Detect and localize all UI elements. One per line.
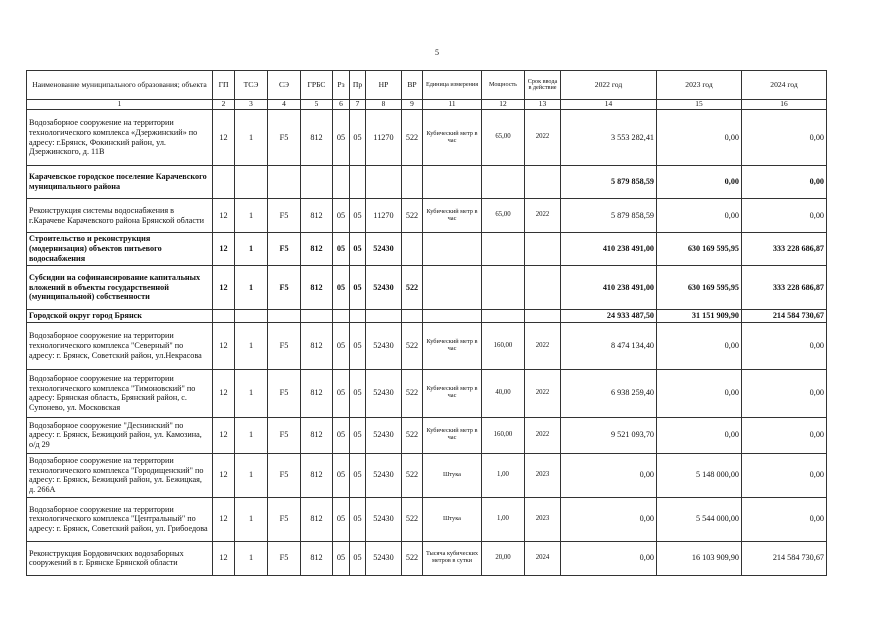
table-row [27,417,827,453]
rz-cell: 05 [333,233,350,266]
vr-cell: 522 [402,497,423,541]
amount-2022-cell: 0,00 [561,541,657,575]
grbs-cell: 812 [301,497,333,541]
amount-2023-cell: 0,00 [657,322,742,369]
column-number: 1 [27,100,213,110]
tse-cell [235,166,268,199]
nr-cell: 52430 [366,322,402,369]
vr-cell: 522 [402,322,423,369]
column-number: 5 [301,100,333,110]
column-number: 15 [657,100,742,110]
tse-cell: 1 [235,417,268,453]
object-name-cell: Водозаборное сооружение на территории технологического комплекса "Центральный" по адресу: г. Брянск, Советский район, ул. Грибоедова [27,497,213,541]
power-cell: 20,00 [482,541,525,575]
amount-2022-cell: 9 521 093,70 [561,417,657,453]
pr-cell: 05 [350,369,366,417]
rz-cell: 05 [333,497,350,541]
object-name-cell: Водозаборное сооружение на территории технологического комплекса «Дзержинский» по адресу: г.Брянск, Фокинский район, ул. Дзержинского, д. 11В [27,110,213,166]
power-cell: 1,00 [482,453,525,497]
pr-cell [350,166,366,199]
amount-2024-cell: 0,00 [742,453,827,497]
amount-2023-cell: 16 103 909,90 [657,541,742,575]
header-name: Наименование муниципального образования; объекта [27,71,213,100]
tse-cell: 1 [235,110,268,166]
pr-cell: 05 [350,322,366,369]
power-cell [482,166,525,199]
unit-cell [423,233,482,266]
se-cell: F5 [268,266,301,310]
se-cell: F5 [268,417,301,453]
amount-2022-cell: 5 879 858,59 [561,199,657,233]
rz-cell: 05 [333,266,350,310]
table-row [27,110,827,166]
se-cell: F5 [268,110,301,166]
term-cell: 2022 [525,322,561,369]
pr-cell: 05 [350,541,366,575]
rz-cell [333,166,350,199]
term-cell: 2022 [525,417,561,453]
amount-2024-cell: 0,00 [742,497,827,541]
grbs-cell [301,166,333,199]
unit-cell: Кубический метр в час [423,369,482,417]
header-vr: ВР [402,71,423,100]
amount-2022-cell: 24 933 487,50 [561,310,657,323]
header-se: СЭ [268,71,301,100]
pr-cell: 05 [350,233,366,266]
term-cell: 2022 [525,199,561,233]
se-cell: F5 [268,233,301,266]
amount-2024-cell: 0,00 [742,417,827,453]
amount-2023-cell: 630 169 595,95 [657,233,742,266]
table-row [27,497,827,541]
pr-cell [350,310,366,323]
unit-cell: Кубический метр в час [423,322,482,369]
object-name-cell: Водозаборное сооружение на территории технологического комплекса "Северный" по адресу: г. Брянск, Советский район, ул.Некрасова [27,322,213,369]
object-name-cell: Карачевское городское поселение Карачевского муниципального района [27,166,213,199]
rz-cell: 05 [333,369,350,417]
se-cell: F5 [268,497,301,541]
amount-2024-cell: 333 228 686,87 [742,233,827,266]
power-cell: 1,00 [482,497,525,541]
object-name-cell: Городской округ город Брянск [27,310,213,323]
column-number: 14 [561,100,657,110]
term-cell [525,166,561,199]
unit-cell: Кубический метр в час [423,199,482,233]
vr-cell: 522 [402,417,423,453]
gp-cell [213,166,235,199]
power-cell: 65,00 [482,199,525,233]
nr-cell: 52430 [366,369,402,417]
pr-cell: 05 [350,266,366,310]
amount-2024-cell: 0,00 [742,110,827,166]
amount-2023-cell: 0,00 [657,199,742,233]
header-power: Мощность [482,71,525,100]
nr-cell: 52430 [366,497,402,541]
gp-cell: 12 [213,497,235,541]
rz-cell: 05 [333,199,350,233]
column-number: 16 [742,100,827,110]
pr-cell: 05 [350,453,366,497]
amount-2023-cell: 0,00 [657,369,742,417]
amount-2024-cell: 0,00 [742,322,827,369]
power-cell: 40,00 [482,369,525,417]
gp-cell: 12 [213,369,235,417]
object-name-cell: Водозаборное сооружение на территории технологического комплекса "Тимоновский" по адресу: Брянская область, Брянский район, с. Супонево, ул. Московская [27,369,213,417]
vr-cell: 522 [402,369,423,417]
object-name-cell: Субсидии на софинансирование капитальных вложений в объекты государственной (муниципальной) собственности [27,266,213,310]
nr-cell: 11270 [366,199,402,233]
grbs-cell [301,310,333,323]
amount-2024-cell: 214 584 730,67 [742,310,827,323]
amount-2024-cell: 0,00 [742,166,827,199]
object-name-cell: Строительство и реконструкция (модернизация) объектов питьевого водоснабжения [27,233,213,266]
table-row [27,541,827,575]
power-cell: 160,00 [482,322,525,369]
power-cell: 65,00 [482,110,525,166]
tse-cell: 1 [235,453,268,497]
se-cell: F5 [268,541,301,575]
vr-cell: 522 [402,541,423,575]
amount-2023-cell: 0,00 [657,110,742,166]
grbs-cell: 812 [301,110,333,166]
nr-cell [366,166,402,199]
column-number: 11 [423,100,482,110]
vr-cell: 522 [402,453,423,497]
column-number: 2 [213,100,235,110]
term-cell: 2022 [525,110,561,166]
term-cell: 2023 [525,453,561,497]
nr-cell: 52430 [366,233,402,266]
tse-cell: 1 [235,541,268,575]
column-number: 12 [482,100,525,110]
unit-cell [423,266,482,310]
unit-cell: Штука [423,497,482,541]
unit-cell: Кубический метр в час [423,417,482,453]
table-row [27,233,827,266]
se-cell: F5 [268,369,301,417]
table-row [27,453,827,497]
header-unit: Единица измерения [423,71,482,100]
column-number: 8 [366,100,402,110]
gp-cell: 12 [213,541,235,575]
column-number-row [27,100,827,110]
amount-2022-cell: 0,00 [561,497,657,541]
header-pr: Пр [350,71,366,100]
rz-cell: 05 [333,110,350,166]
tse-cell: 1 [235,233,268,266]
amount-2022-cell: 8 474 134,40 [561,322,657,369]
rz-cell: 05 [333,541,350,575]
term-cell: 2022 [525,369,561,417]
amount-2023-cell: 630 169 595,95 [657,266,742,310]
amount-2022-cell: 6 938 259,40 [561,369,657,417]
gp-cell: 12 [213,453,235,497]
table-row [27,322,827,369]
vr-cell [402,310,423,323]
tse-cell: 1 [235,266,268,310]
amount-2024-cell: 214 584 730,67 [742,541,827,575]
object-name-cell: Водозаборное сооружение "Деснинский" по адресу: г. Брянск, Бежицкий район, ул. Камозина, о/д 29 [27,417,213,453]
column-number: 13 [525,100,561,110]
se-cell: F5 [268,322,301,369]
amount-2023-cell: 0,00 [657,417,742,453]
amount-2024-cell: 333 228 686,87 [742,266,827,310]
table-row [27,310,827,323]
amount-2022-cell: 5 879 858,59 [561,166,657,199]
amount-2023-cell: 0,00 [657,166,742,199]
tse-cell: 1 [235,199,268,233]
column-number: 7 [350,100,366,110]
grbs-cell: 812 [301,453,333,497]
se-cell: F5 [268,453,301,497]
tse-cell [235,310,268,323]
se-cell [268,310,301,323]
nr-cell: 52430 [366,453,402,497]
header-gp: ГП [213,71,235,100]
nr-cell: 11270 [366,110,402,166]
unit-cell [423,310,482,323]
nr-cell: 52430 [366,266,402,310]
power-cell [482,233,525,266]
vr-cell: 522 [402,110,423,166]
vr-cell: 522 [402,266,423,310]
se-cell [268,166,301,199]
nr-cell: 52430 [366,541,402,575]
nr-cell: 52430 [366,417,402,453]
amount-2024-cell: 0,00 [742,199,827,233]
amount-2022-cell: 410 238 491,00 [561,266,657,310]
header-row [27,71,827,100]
budget-table [26,70,827,576]
table-row [27,166,827,199]
unit-cell: Тысяча кубических метров в сутки [423,541,482,575]
grbs-cell: 812 [301,541,333,575]
amount-2024-cell: 0,00 [742,369,827,417]
pr-cell: 05 [350,497,366,541]
header-nr: НР [366,71,402,100]
term-cell [525,233,561,266]
header-2022: 2022 год [561,71,657,100]
amount-2023-cell: 5 544 000,00 [657,497,742,541]
pr-cell: 05 [350,110,366,166]
term-cell [525,266,561,310]
amount-2022-cell: 0,00 [561,453,657,497]
term-cell [525,310,561,323]
vr-cell: 522 [402,199,423,233]
pr-cell: 05 [350,417,366,453]
object-name-cell: Водозаборное сооружение на территории технологического комплекса "Городищенский" по адресу: г. Брянск, Бежицкий район, ул. Бежицкая, д. 266А [27,453,213,497]
grbs-cell: 812 [301,266,333,310]
column-number: 4 [268,100,301,110]
gp-cell: 12 [213,266,235,310]
nr-cell [366,310,402,323]
term-cell: 2023 [525,497,561,541]
tse-cell: 1 [235,497,268,541]
pr-cell: 05 [350,199,366,233]
header-term: Срок ввода в действие [525,71,561,100]
rz-cell: 05 [333,322,350,369]
gp-cell: 12 [213,322,235,369]
tse-cell: 1 [235,369,268,417]
unit-cell [423,166,482,199]
unit-cell: Кубический метр в час [423,110,482,166]
tse-cell: 1 [235,322,268,369]
rz-cell [333,310,350,323]
rz-cell: 05 [333,453,350,497]
grbs-cell: 812 [301,417,333,453]
gp-cell: 12 [213,110,235,166]
header-2023: 2023 год [657,71,742,100]
power-cell [482,310,525,323]
amount-2023-cell: 5 148 000,00 [657,453,742,497]
amount-2023-cell: 31 151 909,90 [657,310,742,323]
header-tse: ТСЭ [235,71,268,100]
power-cell [482,266,525,310]
grbs-cell: 812 [301,369,333,417]
gp-cell: 12 [213,199,235,233]
term-cell: 2024 [525,541,561,575]
rz-cell: 05 [333,417,350,453]
page-number: 5 [435,48,439,57]
gp-cell: 12 [213,233,235,266]
column-number: 3 [235,100,268,110]
vr-cell [402,233,423,266]
amount-2022-cell: 410 238 491,00 [561,233,657,266]
table-row [27,266,827,310]
header-rz: Рз [333,71,350,100]
object-name-cell: Реконструкция системы водоснабжения в г.Карачеве Карачевского района Брянской области [27,199,213,233]
object-name-cell: Реконструкция Бордовичских водозаборных сооружений в г. Брянске Брянской области [27,541,213,575]
se-cell: F5 [268,199,301,233]
gp-cell [213,310,235,323]
header-2024: 2024 год [742,71,827,100]
vr-cell [402,166,423,199]
unit-cell: Штука [423,453,482,497]
column-number: 9 [402,100,423,110]
grbs-cell: 812 [301,199,333,233]
table-row [27,199,827,233]
grbs-cell: 812 [301,233,333,266]
power-cell: 160,00 [482,417,525,453]
gp-cell: 12 [213,417,235,453]
grbs-cell: 812 [301,322,333,369]
table-row [27,369,827,417]
header-grbs: ГРБС [301,71,333,100]
amount-2022-cell: 3 553 282,41 [561,110,657,166]
column-number: 6 [333,100,350,110]
